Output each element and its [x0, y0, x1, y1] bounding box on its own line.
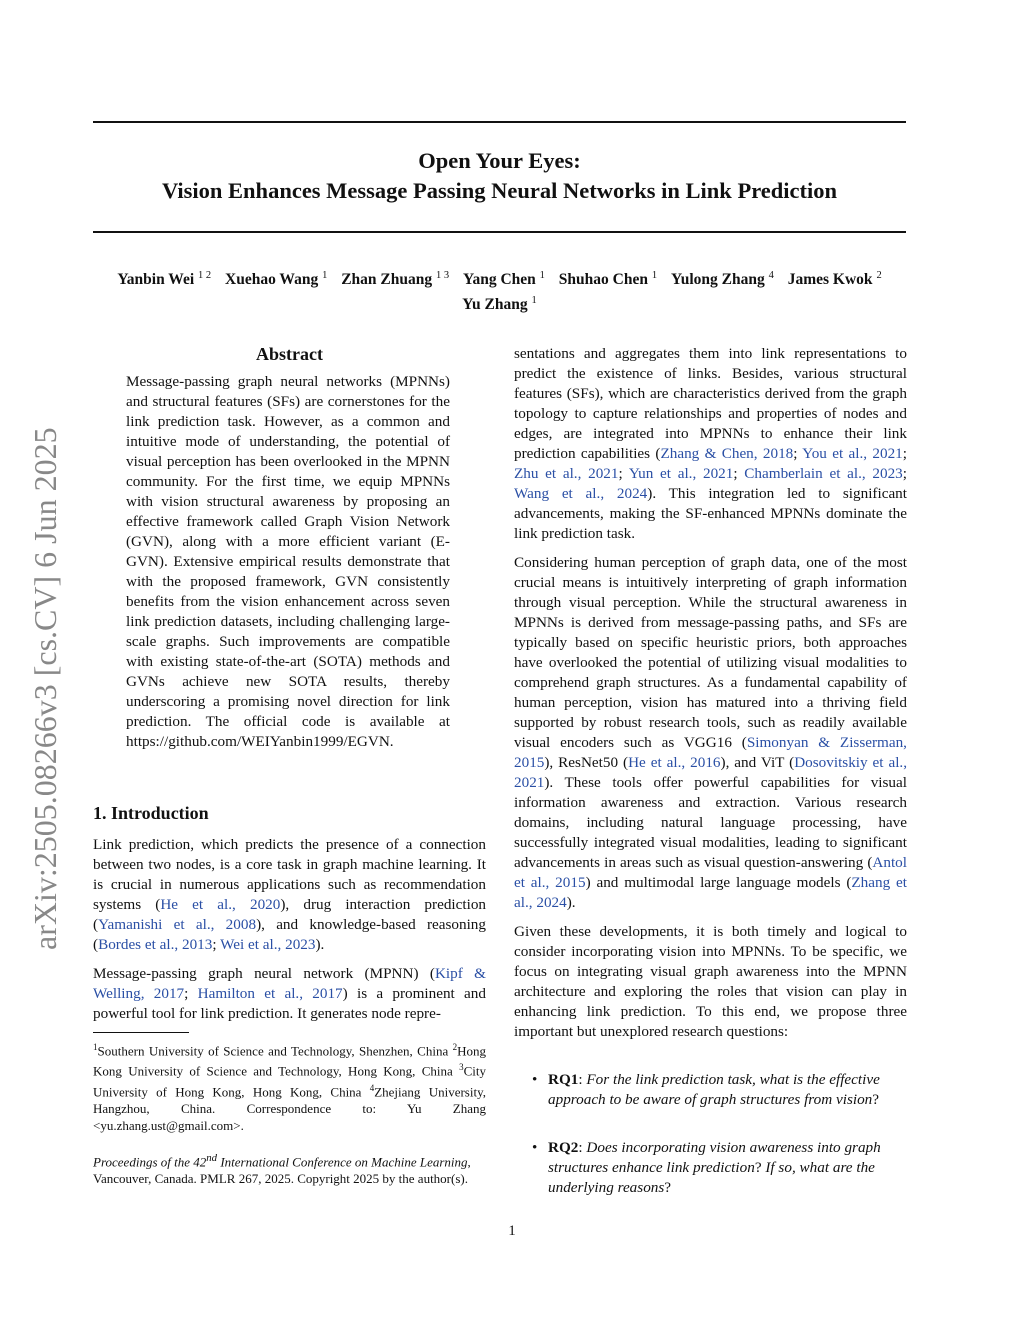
- body-paragraph: sentations and aggregates them into link representations to predict the existence of links. Besides, various structural features (SFs), which are characteristics derived from the graph topology to capture relationships and properties of nodes and edges, are integrated into MPNNs to enhance their link prediction capabilities (Zhang & Chen, 2018; You et al., 2021; Zhu et al., 2021; Yun et al., 2021; Chamberlain et al., 2023; Wang et al., 2024). This integration led to significant advancements, making the SF-enhanced MPNNs dominate the link prediction task.: [514, 345, 908, 542]
- citation-link[interactable]: Yamanishi et al., 2008: [98, 916, 257, 933]
- citation-link[interactable]: Chamberlain et al., 2023: [744, 465, 903, 482]
- citation-link[interactable]: Kipf & Welling, 2017: [93, 965, 486, 1002]
- citation-link[interactable]: You et al., 2021: [802, 445, 903, 462]
- intro-paragraph-2: Message-passing graph neural network (MPNN) (Kipf & Welling, 2017; Hamilton et al., 2017) is a prominent and powerful tool for link prediction. It generates node repre-: [93, 965, 486, 1022]
- author: James Kwok $^2$: [787, 270, 882, 289]
- citation-link[interactable]: Simonyan & Zisserman, 2015: [514, 734, 907, 771]
- paper-title: [93, 146, 906, 206]
- author: Zhan Zhuang $^{1 3}$: [341, 270, 450, 289]
- citation-link[interactable]: Antol et al., 2015: [514, 854, 907, 891]
- citation-link[interactable]: Zhang et al., 2024: [514, 874, 907, 911]
- citation-link[interactable]: Yun et al., 2021: [628, 465, 734, 482]
- author: Shuhao Chen $^1$: [558, 270, 658, 289]
- citation-link[interactable]: He et al., 2020: [160, 896, 281, 913]
- title-bottom-rule: [93, 231, 906, 233]
- title-top-rule: [93, 121, 906, 123]
- bullet-icon: •: [532, 1071, 538, 1088]
- research-questions-list: [514, 1070, 907, 1198]
- left-column: [93, 340, 486, 1187]
- author: Yu Zhang $^1$: [462, 295, 537, 314]
- citation-link[interactable]: He et al., 2016: [628, 754, 721, 771]
- body-paragraph: Considering human perception of graph data, one of the most crucial means is intuitively interpreting of graph information through visual perception. While the structural awareness in MPNNs is derived from message-passing paths, and SFs are typically based on specific heuristic priors, both approaches have overlooked the potential of utilizing visual modalities to comprehend graph structures. As a fundamental capability of human perception, vision has matured into a thriving field supported by robust research tools, such as readily available visual encoders such as VGG16 (Simonyan & Zisserman, 2015), ResNet50 (He et al., 2016), and ViT (Dosovitskiy et al., 2021). These tools offer powerful capabilities for visual information awareness and extraction. Various research domains, including natural language processing, have successfully integrated visual modalities, leading to significant advancements in areas such as visual question-answering (Antol et al., 2015) and multimodal large language models (Zhang et al., 2024).: [514, 554, 908, 911]
- abstract-text: Message-passing graph neural networks (MPNNs) and structural features (SFs) are cornerstones for the link prediction task. However, as a common and intuitive mode of understanding, the potential of visual perception has been overlooked in the MPNN community. For the first time, we equip MPNNs with vision structural awareness by proposing an effective framework called Graph Vision Network (GVN), along with a more efficient variant (E-GVN). Extensive empirical results demonstrate that with the proposed framework, GVN consistently benefits from the vision enhancement across seven link prediction datasets, including challenging large-scale graphs. Such improvements are compatible with existing state-of-the-art (SOTA) methods and GVNs achieve new SOTA results, thereby underscoring a promising novel direction for link prediction. The official code is available at https://github.com/WEIYanbin1999/EGVN.: [126, 373, 450, 750]
- author: Yang Chen $^1$: [462, 270, 545, 289]
- research-question-item: • RQ1: For the link prediction task, what is the effective approach to be aware of graph structures from vision?: [532, 1071, 880, 1108]
- intro-paragraph-1: Link prediction, which predicts the presence of a connection between two nodes, is a core task in graph machine learning. It is crucial in numerous applications such as recommendation systems (He et al., 2020), drug interaction prediction (Yamanishi et al., 2008), and knowledge-based reasoning (Bordes et al., 2013; Wei et al., 2023).: [93, 836, 487, 953]
- author: Xuehao Wang $^1$: [225, 270, 328, 289]
- title-line-2: Vision Enhances Message Passing Neural Networks in Link Prediction: [161, 178, 838, 203]
- research-question-item: • RQ2: Does incorporating vision awareness into graph structures enhance link prediction? If so, what are the underlying reasons?: [532, 1139, 881, 1196]
- arxiv-identifier-stamp: arXiv:2505.08266v3 [cs.CV] 6 Jun 2025: [27, 427, 63, 950]
- right-column: [514, 344, 907, 1226]
- author-list: [93, 265, 906, 315]
- citation-link[interactable]: Zhu et al., 2021: [514, 465, 619, 482]
- citation-link[interactable]: Dosovitskiy et al., 2021: [514, 754, 908, 791]
- bullet-icon: •: [532, 1139, 538, 1156]
- citation-link[interactable]: Bordes et al., 2013: [98, 936, 213, 953]
- title-line-1: Open Your Eyes:: [418, 148, 581, 173]
- page-number: 1: [508, 1223, 516, 1239]
- citation-link[interactable]: Zhang & Chen, 2018: [660, 445, 794, 462]
- affiliation-footnote: $^1$Southern University of Science and Technology, Shenzhen, China $^2$Hong Kong University of Science and Technology, Hong Kong, China $^3$City University of Hong Kong, Hong Kong, China $^4$Zhejiang University, Hangzhou, China. Correspondence to: Yu Zhang <yu.zhang.ust@gmail.com>.: [93, 1042, 486, 1133]
- citation-link[interactable]: Wang et al., 2024: [514, 485, 648, 502]
- section-heading-introduction: 1. Introduction: [93, 803, 209, 823]
- citation-link[interactable]: Hamilton et al., 2017: [197, 985, 343, 1002]
- author: Yulong Zhang $^4$: [670, 270, 774, 289]
- author: Yanbin Wei $^{1 2}$: [117, 270, 212, 289]
- abstract-heading: Abstract: [256, 344, 323, 364]
- footnote-rule: [93, 1032, 189, 1033]
- body-paragraph: Given these developments, it is both timely and logical to consider incorporating vision into MPNNs. To be specific, we focus on integrating visual graph awareness into the MPNN architecture and exploring the roles that vision can play in enhancing link prediction. To this end, we propose three important but unexplored research questions:: [514, 923, 907, 1040]
- citation-link[interactable]: Wei et al., 2023: [220, 936, 316, 953]
- proceedings-note: Proceedings of the 42nd International Conference on Machine Learning, Vancouver, Canada. PMLR 267, 2025. Copyright 2025 by the author(s).: [93, 1151, 471, 1187]
